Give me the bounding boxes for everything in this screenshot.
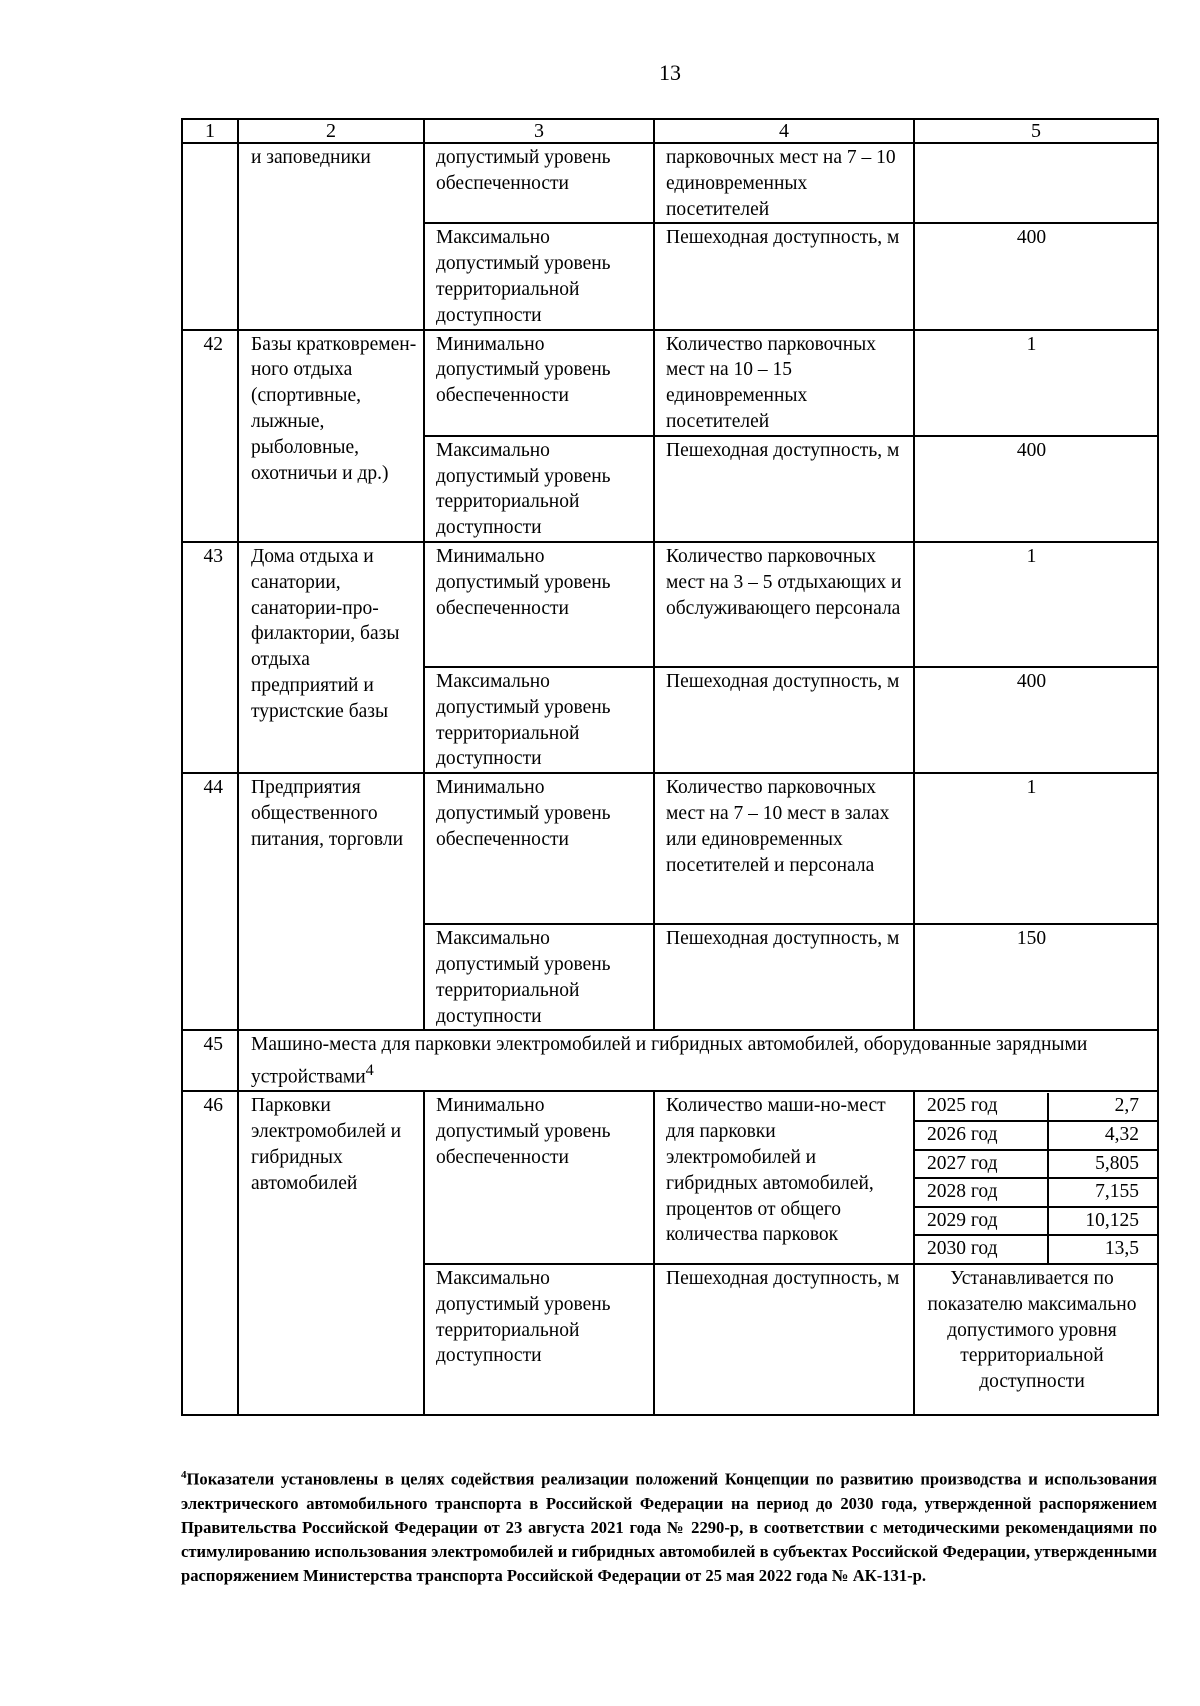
object-name: Парковки электромобилей и гибридных автомобилей — [238, 1091, 424, 1415]
year-label: 2028 год — [915, 1178, 1048, 1207]
year-label: 2029 год — [915, 1207, 1048, 1236]
table-row — [182, 330, 1158, 436]
section-heading — [238, 1030, 1158, 1091]
year-row — [915, 1150, 1157, 1179]
year-value: 4,32 — [1048, 1121, 1157, 1150]
row-number: 45 — [182, 1030, 238, 1091]
indicator-value: Устанавливается по показателю максимально допустимого уровня территориальной доступности — [914, 1264, 1158, 1415]
table-header-row — [182, 119, 1158, 143]
table-row — [182, 773, 1158, 924]
indicator-name: Максимально допустимый уровень территориальной доступности — [424, 1264, 654, 1415]
indicator-unit: Количество парковочных мест на 3 – 5 отдыхающих и обслуживающего персонала — [654, 542, 914, 667]
year-value: 5,805 — [1048, 1150, 1157, 1179]
row-number: 42 — [182, 330, 238, 542]
footnote-mark: 4 — [181, 1469, 187, 1481]
year-row — [915, 1178, 1157, 1207]
year-value: 2,7 — [1048, 1093, 1157, 1121]
year-label: 2027 год — [915, 1150, 1048, 1179]
year-value: 13,5 — [1048, 1235, 1157, 1263]
year-row — [915, 1121, 1157, 1150]
footnote — [181, 1463, 1157, 1589]
table-row — [182, 542, 1158, 667]
header-cell-1: 1 — [182, 119, 238, 143]
page-number: 13 — [659, 60, 681, 85]
table-row — [182, 1091, 1158, 1264]
indicator-name: Минимально допустимый уровень обеспеченности — [424, 330, 654, 436]
indicator-unit: Пешеходная доступность, м — [654, 667, 914, 773]
table-row — [182, 143, 1158, 223]
row-number — [182, 143, 238, 330]
indicator-value: 150 — [914, 924, 1158, 1030]
footnote-text: Показатели установлены в целях содействия реализации положений Концепции по развитию производства и использования электрического автомобильного транспорта в Российской Федерации на период до 2030 года, утвержденной распоряжением Правительства Российской Федерации от 23 августа 2021 года № 2290-р, в соответствии с методическими рекомендациями по стимулированию использования электромобилей и гибридных автомобилей в субъектах Российской Федерации, утвержденными распоряжением Министерства транспорта Российской Федерации от 25 мая 2022 года № АК-131-р. — [181, 1469, 1157, 1586]
indicator-value: 1 — [914, 773, 1158, 924]
indicator-unit: Количество маши-но-мест для парковки электромобилей и гибридных автомобилей, процентов от общего количества парковок — [654, 1091, 914, 1264]
object-name: и заповедники — [238, 143, 424, 330]
indicator-unit: парковочных мест на 7 – 10 единовременных посетителей — [654, 143, 914, 223]
indicator-unit: Пешеходная доступность, м — [654, 924, 914, 1030]
year-row — [915, 1093, 1157, 1121]
indicator-name: Максимально допустимый уровень территориальной доступности — [424, 223, 654, 329]
parking-standards-table — [181, 118, 1159, 1416]
row-number: 44 — [182, 773, 238, 1030]
row-number: 43 — [182, 542, 238, 773]
header-cell-4: 4 — [654, 119, 914, 143]
indicator-value: 400 — [914, 667, 1158, 773]
indicator-value: 400 — [914, 436, 1158, 542]
year-value: 10,125 — [1048, 1207, 1157, 1236]
indicator-unit: Количество парковочных мест на 10 – 15 единовременных посетителей — [654, 330, 914, 436]
indicator-name: допустимый уровень обеспеченности — [424, 143, 654, 223]
indicator-unit: Количество парковочных мест на 7 – 10 мест в залах или единовременных посетителей и персонала — [654, 773, 914, 924]
indicator-unit: Пешеходная доступность, м — [654, 1264, 914, 1415]
footnote-reference: 4 — [365, 1061, 374, 1080]
year-values-cell — [914, 1091, 1158, 1264]
indicator-value: 1 — [914, 330, 1158, 436]
indicator-value — [914, 143, 1158, 223]
year-row — [915, 1235, 1157, 1263]
indicator-unit: Пешеходная доступность, м — [654, 223, 914, 329]
indicator-unit: Пешеходная доступность, м — [654, 436, 914, 542]
year-value: 7,155 — [1048, 1178, 1157, 1207]
year-label: 2030 год — [915, 1235, 1048, 1263]
indicator-name: Минимально допустимый уровень обеспеченности — [424, 1091, 654, 1264]
year-label: 2025 год — [915, 1093, 1048, 1121]
year-label: 2026 год — [915, 1121, 1048, 1150]
indicator-name: Максимально допустимый уровень территориальной доступности — [424, 667, 654, 773]
object-name: Дома отдыха и санатории, санатории-про-филактории, базы отдыха предприятий и туристские базы — [238, 542, 424, 773]
header-cell-2: 2 — [238, 119, 424, 143]
year-values-table — [915, 1093, 1157, 1263]
header-cell-5: 5 — [914, 119, 1158, 143]
indicator-value: 400 — [914, 223, 1158, 329]
indicator-name: Максимально допустимый уровень территориальной доступности — [424, 924, 654, 1030]
indicator-value: 1 — [914, 542, 1158, 667]
table-row — [182, 1030, 1158, 1091]
row-number: 46 — [182, 1091, 238, 1415]
section-heading-text: Машино-места для парковки электромобилей и гибридных автомобилей, оборудованные зарядными устройствами — [251, 1034, 1088, 1088]
object-name: Предприятия общественного питания, торговли — [238, 773, 424, 1030]
indicator-name: Минимально допустимый уровень обеспеченности — [424, 542, 654, 667]
year-row — [915, 1207, 1157, 1236]
header-cell-3: 3 — [424, 119, 654, 143]
indicator-name: Минимально допустимый уровень обеспеченности — [424, 773, 654, 924]
object-name: Базы кратковремен-ного отдыха (спортивные, лыжные, рыболовные, охотничьи и др.) — [238, 330, 424, 542]
indicator-name: Максимально допустимый уровень территориальной доступности — [424, 436, 654, 542]
